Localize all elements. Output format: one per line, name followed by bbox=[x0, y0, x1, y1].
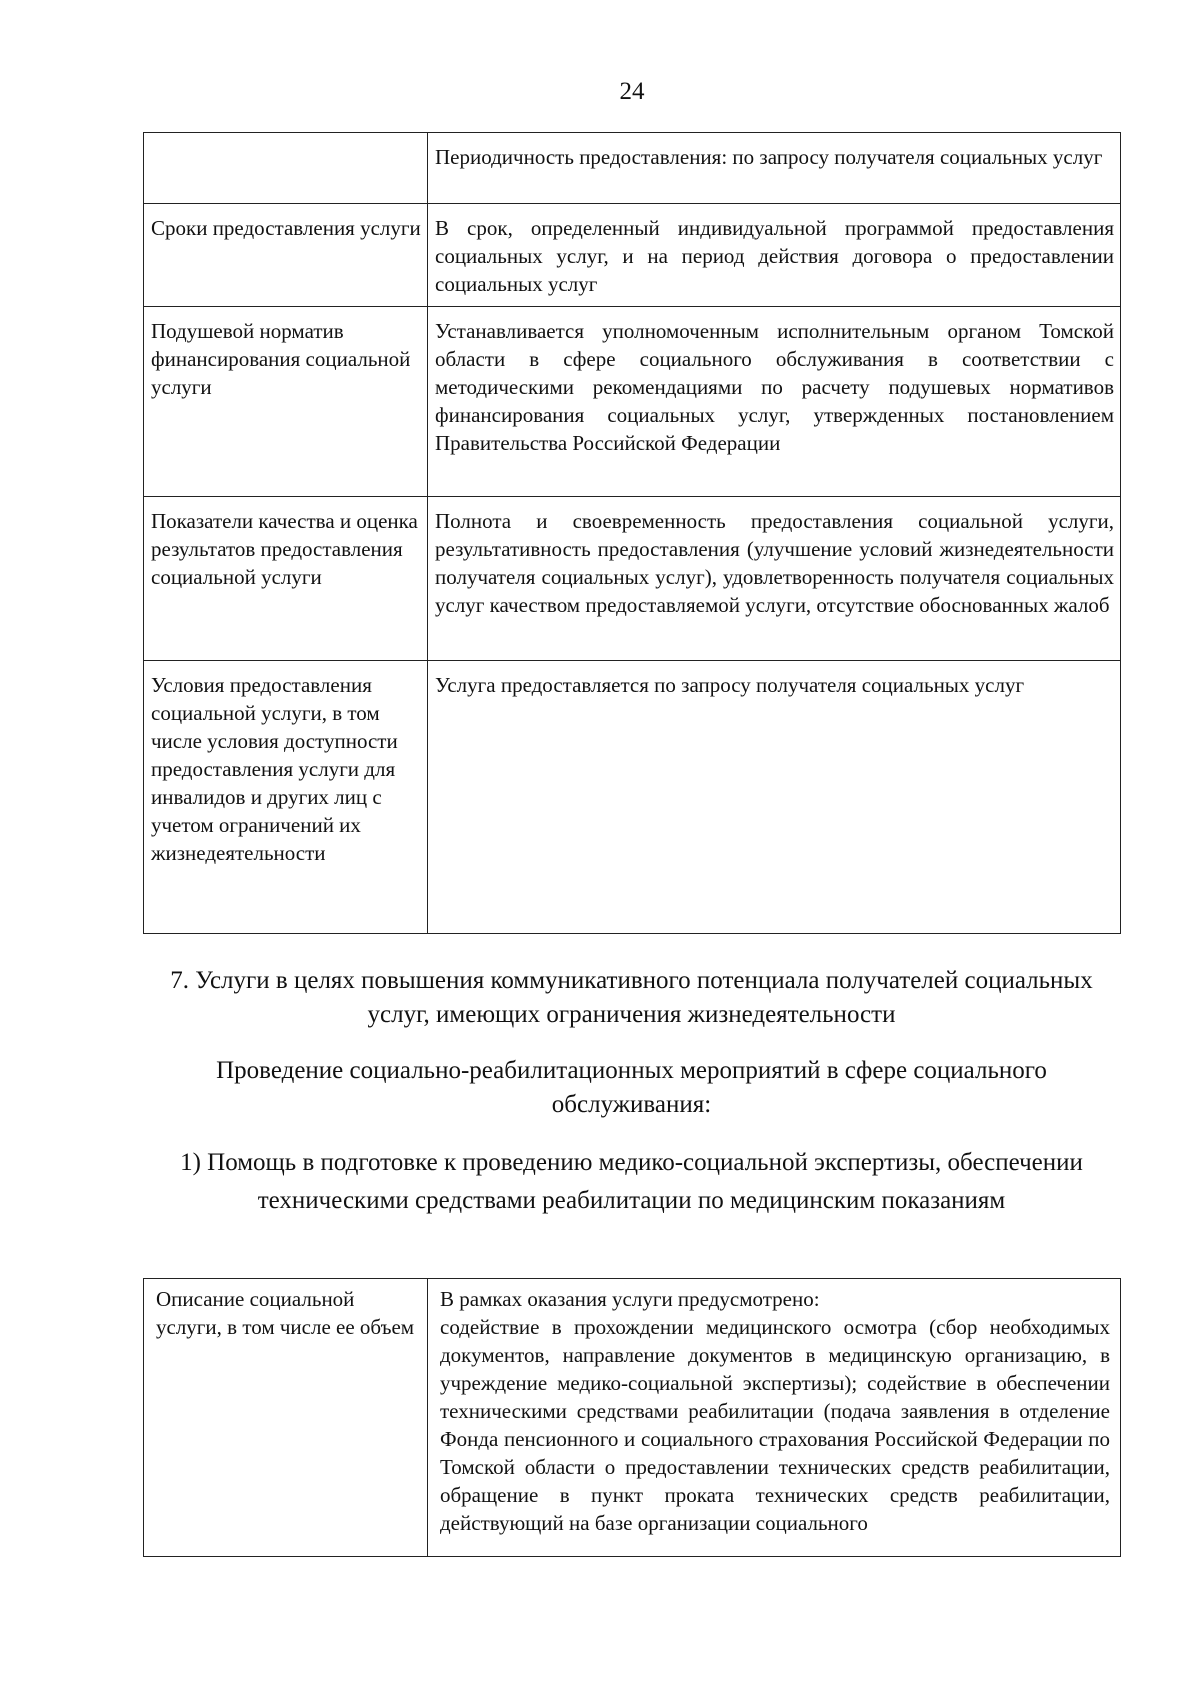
row-label: Подушевой норматив финансирования социальной услуги bbox=[144, 307, 428, 497]
page-number: 24 bbox=[619, 78, 645, 105]
table-row bbox=[144, 661, 1121, 934]
service-details-table bbox=[143, 132, 1121, 934]
value-intro: В рамках оказания услуги предусмотрено: bbox=[440, 1287, 820, 1311]
row-label: Сроки предоставления услуги bbox=[144, 204, 428, 307]
row-value: В срок, определенный индивидуальной программой предоставления социальных услуг, и на период действия договора о предоставлении социальных услуг bbox=[428, 204, 1121, 307]
row-value: Услуга предоставляется по запросу получателя социальных услуг bbox=[428, 661, 1121, 934]
table-row bbox=[144, 1279, 1121, 1557]
table-row bbox=[144, 204, 1121, 307]
table-row bbox=[144, 307, 1121, 497]
row-label: Описание социальной услуги, в том числе ее объем bbox=[144, 1279, 428, 1557]
row-label: Условия предоставления социальной услуги, в том числе условия доступности предоставления услуги для инвалидов и других лиц с учетом ограничений их жизнедеятельности bbox=[144, 661, 428, 934]
row-label: Показатели качества и оценка результатов предоставления социальной услуги bbox=[144, 497, 428, 661]
table-row bbox=[144, 497, 1121, 661]
row-value: Устанавливается уполномоченным исполнительным органом Томской области в сфере социального обслуживания в соответствии с методическими рекомендациями по расчету подушевых нормативов финансирования социальных услуг, утвержденных постановлением Правительства Российской Федерации bbox=[428, 307, 1121, 497]
subheading: Проведение социально-реабилитационных мероприятий в сфере социального обслуживания: bbox=[216, 1057, 1047, 1118]
row-value: Полнота и своевременность предоставления социальной услуги, результативность предоставления (улучшение условий жизнедеятельности получателя социальных услуг), удовлетворенность получателя социальных услуг качеством предоставляемой услуги, отсутствие обоснованных жалоб bbox=[428, 497, 1121, 661]
row-label bbox=[144, 133, 428, 204]
value-body: содействие в прохождении медицинского осмотра (сбор необходимых документов, направление документов в медицинскую организацию, в учреждение медико-социальной экспертизы); содействие в обеспечении техническими средствами реабилитации (подача заявления в отделение Фонда пенсионного и социального страхования Российской Федерации по Томской области о предоставлении технических средств реабилитации, обращение в пункт проката технических средств реабилитации, действующий на базе организации социального bbox=[440, 1315, 1110, 1535]
row-value bbox=[428, 1279, 1121, 1557]
item-heading: 1) Помощь в подготовке к проведению медико-социальной экспертизы, обеспечении техническими средствами реабилитации по медицинским показаниям bbox=[180, 1149, 1083, 1214]
row-value: Периодичность предоставления: по запросу получателя социальных услуг bbox=[428, 133, 1121, 204]
table-row bbox=[144, 133, 1121, 204]
section-heading: 7. Услуги в целях повышения коммуникативного потенциала получателей социальных услуг, имеющих ограничения жизнедеятельности bbox=[170, 967, 1093, 1028]
service-description-table bbox=[143, 1278, 1121, 1557]
